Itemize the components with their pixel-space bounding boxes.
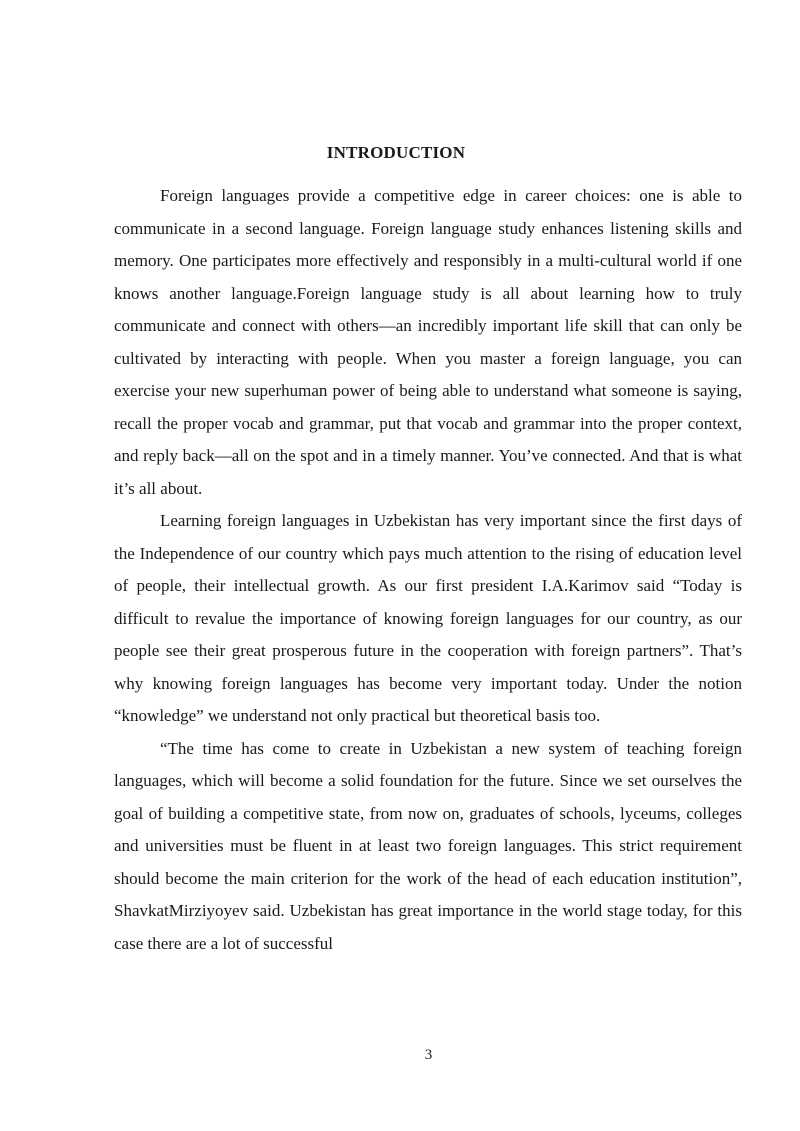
- paragraph-1: Foreign languages provide a competitive edge in career choices: one is able to communicate in a second language. Foreign language study enhances listening skills and memory. One participates more effectively and responsibly in a multi-cultural world if one knows another language.Foreign language study is all about learning how to truly communicate and connect with others—an incredibly important life skill that can only be cultivated by interacting with people. When you master a foreign language, you can exercise your new superhuman power of being able to understand what someone is saying, recall the proper vocab and grammar, put that vocab and grammar into the proper context, and reply back—all on the spot and in a timely manner. You’ve connected. And that is what it’s all about.: [114, 186, 742, 498]
- page-number: 3: [424, 1047, 433, 1063]
- paragraph-2: Learning foreign languages in Uzbekistan has very important since the first days of the Independence of our country which pays much attention to the rising of education level of people, their intellectual growth. As our first president I.A.Karimov said “Today is difficult to revalue the importance of knowing foreign languages for our country, as our people see their great prosperous future in the cooperation with foreign partners”. That’s why knowing foreign languages has become very important today. Under the notion “knowledge” we understand not only practical but theoretical basis too.: [114, 511, 742, 725]
- paragraph-3: “The time has come to create in Uzbekistan a new system of teaching foreign languages, which will become a solid foundation for the future. Since we set ourselves the goal of building a competitive state, from now on, graduates of schools, lyceums, colleges and universities must be fluent in at least two foreign languages. This strict requirement should become the main criterion for the work of the head of each education institution”, ShavkatMirziyoyev said. Uzbekistan has great importance in the world stage today, for this case there are a lot of successful: [114, 738, 742, 953]
- page-title: INTRODUCTION: [326, 143, 466, 162]
- body-text: [114, 180, 742, 960]
